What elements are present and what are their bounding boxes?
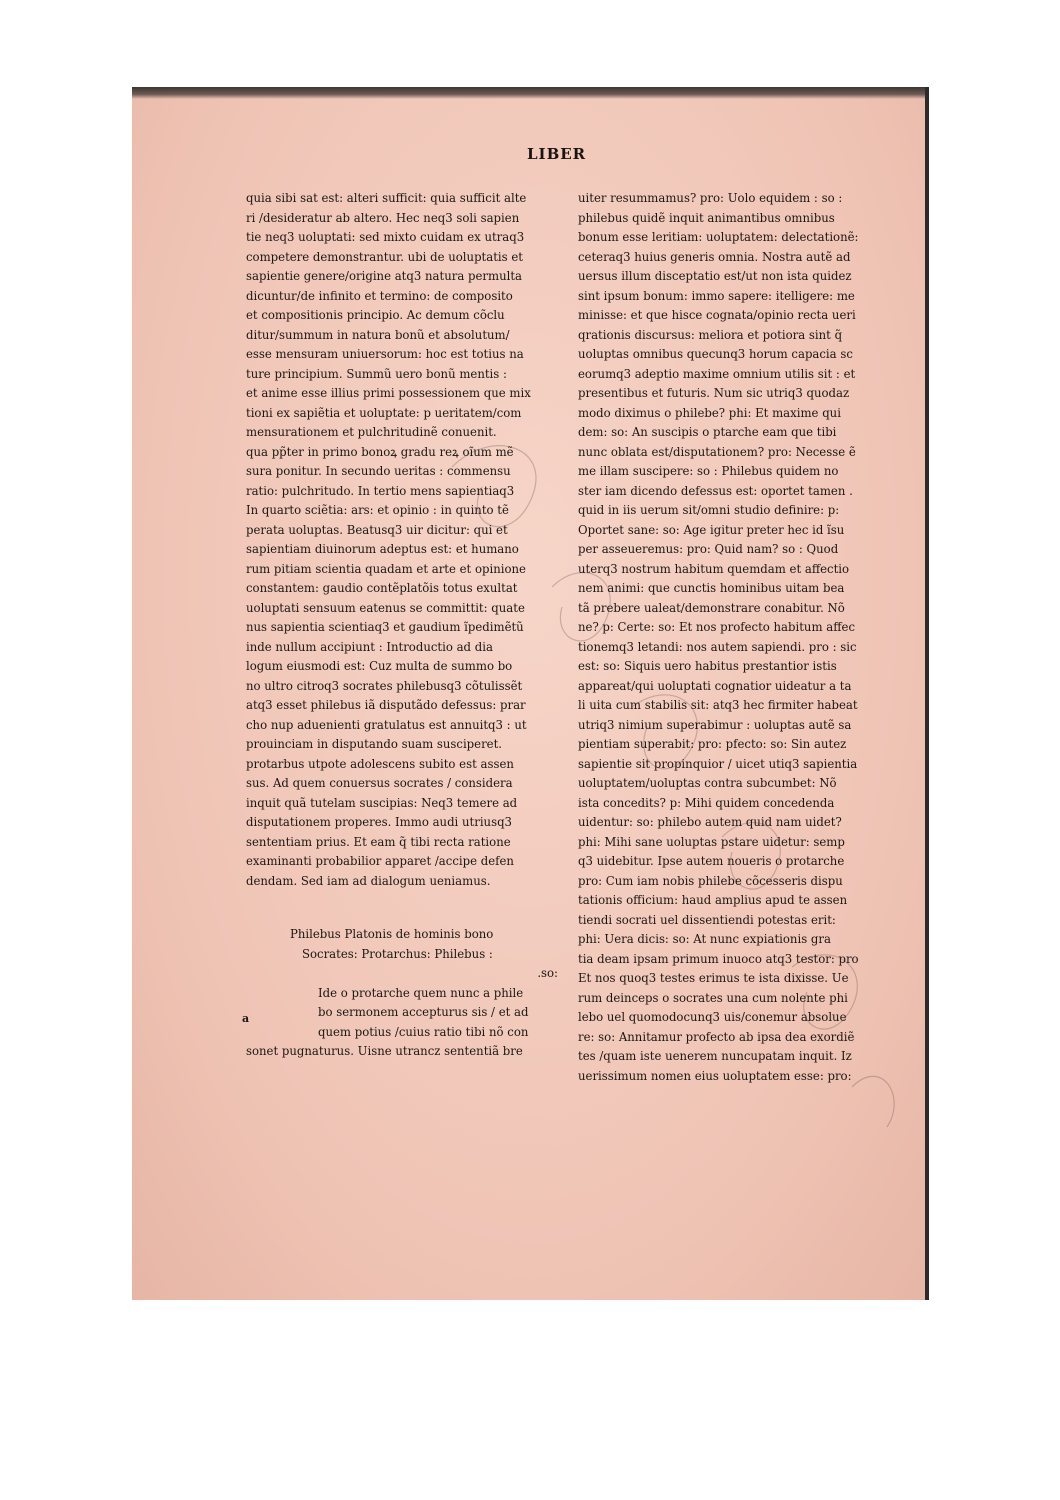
- text-line: ditur/summum in natura bonũ et absolutum/: [246, 327, 510, 342]
- left-column-body: [246, 189, 568, 891]
- text-line: presentibus et futuris. Num sic utriq3 quodaz: [578, 386, 850, 400]
- text-line: ri /desideratur ab altero. Hec neq3 soli sapien: [246, 210, 520, 225]
- text-line: uoluptas omnibus quecunq3 horum capacia sc: [578, 347, 853, 361]
- text-line: phi: Mihi sane uoluptas pstare uidetur: semp: [578, 834, 845, 849]
- text-line: uoluptati sensuum eatenus se committit: quate: [246, 600, 525, 615]
- text-line: no ultro citroq3 socrates philebusq3 cõtulissẽt: [246, 678, 523, 693]
- text-line: sapientie genere/origine atq3 natura permulta: [246, 269, 523, 283]
- opening-paragraph: [246, 984, 568, 1043]
- text-line: logum eiusmodi est: Cuz multa de summo bo: [246, 659, 513, 673]
- text-line: ster iam dicendo defessus est: oportet tamen .: [578, 483, 853, 498]
- text-line: nus sapientia scientiaq3 et gaudium ĩpedimẽtũ: [246, 620, 524, 634]
- text-line: qrationis discursus: meliora et potiora sint q̃: [578, 327, 843, 342]
- signature-mark: a: [242, 1012, 250, 1025]
- text-line: tionemq3 letandi: nos autem sapiendi. pro : sic: [578, 639, 857, 654]
- text-line: uerissimum nomen eius uoluptatem esse: pro:: [578, 1068, 852, 1083]
- text-line: ne? p: Certe: so: Et nos profecto habitum affec: [578, 620, 855, 634]
- text-line: Ide o protarche quem nunc a phile: [318, 985, 524, 1000]
- text-line: disputationem properes. Immo audi utriusq3: [246, 815, 512, 829]
- text-line: per asseueremus: pro: Quid nam? so : Quod: [578, 542, 839, 556]
- dialogue-heading: [246, 925, 568, 964]
- text-line: re: so: Annitamur profecto ab ipsa dea exordiẽ: [578, 1029, 855, 1044]
- text-line: tã prebere ualeat/demonstrare conabitur. Nõ: [578, 600, 845, 615]
- text-line: uersus illum disceptatio est/ut non ista quidez: [578, 269, 852, 283]
- text-line: philebus quidẽ inquit animantibus omnibus: [578, 210, 835, 225]
- text-line: Et nos quoq3 testes erimus te ista dixisse. Ue: [578, 971, 849, 985]
- text-line: uiter resummamus? pro: Uolo equidem : so :: [578, 191, 843, 205]
- running-title: LIBER: [527, 145, 587, 163]
- text-line: sapientie sit propinquior / uicet utiq3 sapientia: [578, 756, 858, 771]
- text-line: inde nullum accipiunt : Introductio ad dia: [246, 639, 493, 654]
- scanned-page: [132, 87, 929, 1300]
- text-line: q3 uidebitur. Ipse autem noueris o protarche: [578, 854, 845, 868]
- text-line: quem potius /cuius ratio tibi nõ con: [318, 1024, 529, 1039]
- text-line: phi: Uera dicis: so: At nunc expiationis gra: [578, 932, 831, 946]
- text-line: modo diximus o philebe? phi: Et maxime qui: [578, 405, 841, 420]
- text-line: utriq3 nimium superabimur : uoluptas autẽ sa: [578, 717, 852, 732]
- text-line: lebo uel quomodocunq3 uis/conemur absolue: [578, 1010, 847, 1024]
- text-line: tia deam ipsam primum inuoco atq3 testor: pro: [578, 951, 859, 966]
- text-line: pro: Cum iam nobis philebe cõcesseris dispu: [578, 873, 843, 888]
- text-line: ture principium. Summũ uero bonũ mentis :: [246, 366, 507, 381]
- closing-line: sonet pugnaturus. Uisne utrancz sententiã bre: [246, 1044, 523, 1058]
- text-line: est: so: Siquis uero habitus prestantior istis: [578, 659, 837, 673]
- text-line: uidentur: so: philebo autem quid nam uidet?: [578, 815, 842, 829]
- text-line: ceteraq3 huius generis omnia. Nostra autẽ ad: [578, 249, 851, 264]
- text-line: bo sermonem accepturus sis / et ad: [318, 1005, 529, 1019]
- scan-right-edge: [925, 87, 929, 1300]
- text-line: sura ponitur. In secundo ueritas : commensu: [246, 464, 511, 478]
- text-line: rum deinceps o socrates una cum nolente phi: [578, 990, 848, 1005]
- text-line: inquit quã tutelam suscipias: Neq3 temere ad: [246, 795, 518, 810]
- text-line: tationis officium: haud amplius apud te assen: [578, 893, 848, 907]
- text-line: constantem: gaudio contẽplatõis totus exultat: [246, 581, 518, 595]
- section-gap: [246, 891, 568, 925]
- text-line: et compositionis principio. Ac demum cõclu: [246, 308, 505, 322]
- text-line: cho nup aduenienti gratulatus est annuitq3 : ut: [246, 717, 527, 732]
- text-line: tioni ex sapiẽtia et uoluptate: p ueritatem/com: [246, 405, 522, 420]
- speaker-label: .so:: [537, 966, 558, 980]
- text-line: ratio: pulchritudo. In tertio mens sapientiaq3: [246, 483, 515, 498]
- text-line: tie neq3 uoluptati: sed mixto cuidam ex utraq3: [246, 230, 525, 244]
- dialogue-title: Philebus Platonis de hominis bono: [290, 927, 494, 941]
- text-line: competere demonstrantur. ubi de uoluptatis et: [246, 249, 523, 264]
- text-line: bonum esse leritiam: uoluptatem: delectationẽ:: [578, 230, 859, 244]
- text-line: dendam. Sed iam ad dialogum ueniamus.: [246, 873, 491, 888]
- text-line: sententiam prius. Et eam q̃ tibi recta ratione: [246, 834, 511, 849]
- text-line: esse mensuram uniuersorum: hoc est totius na: [246, 347, 524, 361]
- text-line: me illam suscipere: so : Philebus quidem no: [578, 464, 839, 478]
- text-line: qua pp̃ter in primo bonoꝝ gradu reꝝ oĩum mẽ: [246, 444, 514, 459]
- text-line: Oportet sane: so: Age igitur preter hec id ĩsu: [578, 522, 845, 537]
- text-line: mensurationem et pulchritudinẽ conuenit.: [246, 425, 497, 439]
- text-line: uterq3 nostrum habitum quemdam et affectio: [578, 561, 850, 576]
- text-line: quid in iis uerum sit/omni studio definire: p:: [578, 503, 840, 517]
- right-text-column: [578, 189, 908, 1086]
- text-line: uoluptatem/uoluptas contra subcumbet: Nõ: [578, 776, 837, 790]
- text-line: examinanti probabilior apparet /accipe defen: [246, 854, 514, 868]
- left-text-column: [246, 189, 568, 1062]
- text-line: ista concedits? p: Mihi quidem concedenda: [578, 795, 835, 810]
- text-line: li uita cum stabilis sit: atq3 hec firmiter habeat: [578, 698, 858, 712]
- text-line: sapientiam diuinorum adeptus est: et humano: [246, 542, 519, 556]
- text-line: sus. Ad quem conuersus socrates / considera: [246, 776, 513, 790]
- text-line: rum pitiam scientia quadam et arte et opinione: [246, 561, 526, 576]
- text-line: eorumq3 adeptio maxime omnium utilis sit : et: [578, 366, 856, 381]
- text-line: et anime esse illius primi possessionem que mix: [246, 386, 531, 400]
- text-line: pientiam superabit: pro: pfecto: so: Sin autez: [578, 737, 847, 751]
- text-line: tes /quam iste uenerem nuncupatam inquit. Iz: [578, 1049, 852, 1063]
- text-line: nem animi: que cunctis hominibus uitam bea: [578, 581, 845, 595]
- text-line: dicuntur/de infinito et termino: de composito: [246, 288, 513, 303]
- scan-top-edge: [132, 87, 929, 99]
- text-line: minisse: et que hisce cognata/opinio recta ueri: [578, 308, 856, 322]
- text-line: dem: so: An suscipis o ptarche eam que tibi: [578, 425, 837, 439]
- text-line: protarbus utpote adolescens subito est assen: [246, 756, 514, 771]
- text-line: sint ipsum bonum: immo sapere: itelligere: me: [578, 288, 855, 303]
- text-line: quia sibi sat est: alteri sufficit: quia sufficit alte: [246, 191, 527, 205]
- text-line: tiendi socrati uel dissentiendi potestas erit:: [578, 912, 836, 927]
- text-line: atq3 esset philebus iã disputãdo defessus: prar: [246, 698, 526, 712]
- text-line: nunc oblata est/disputationem? pro: Necesse ẽ: [578, 444, 856, 459]
- right-column-body: [578, 189, 908, 1086]
- text-line: appareat/qui uoluptati cognatior uideatur a ta: [578, 678, 852, 693]
- dialogue-persons: Socrates: Protarchus: Philebus :: [302, 946, 493, 961]
- text-line: In quarto sciẽtia: ars: et opinio : in quinto tẽ: [246, 503, 509, 517]
- text-line: perata uoluptas. Beatusq3 uir dicitur: qui et: [246, 522, 508, 537]
- text-line: prouinciam in disputando suam susciperet.: [246, 737, 502, 751]
